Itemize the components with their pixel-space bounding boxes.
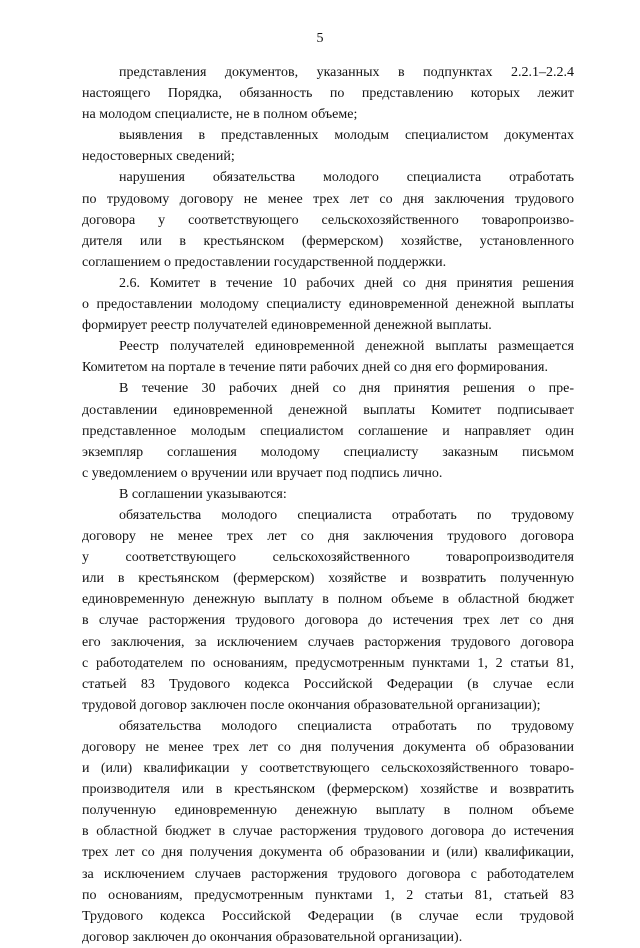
text-line: обязательства молодого специалиста отработать по трудовому: [119, 507, 574, 523]
text-line: экземпляр соглашения молодому специалисту заказным письмом: [82, 444, 574, 460]
text-line: за исключением случаев расторжения трудового договора с работодателем: [82, 866, 574, 882]
text-line: на молодом специалисте, не в полном объеме;: [82, 107, 358, 123]
text-line: его заключения, за исключением случаев расторжения трудового договора: [82, 634, 574, 650]
text-line: договора у соответствующего сельскохозяйственного товаропроизво-: [82, 212, 574, 228]
text-line: в случае расторжения трудового договора до истечения трех лет со дня: [82, 613, 574, 629]
text-line: и (или) квалификации у соответствующего сельскохозяйственного товаро-: [82, 761, 574, 777]
text-line: нарушения обязательства молодого специалиста отработать: [119, 170, 574, 186]
text-line: производителя или в крестьянском (фермерском) хозяйстве и возвратить: [82, 782, 574, 798]
text-line: трех лет со дня получения документа об образовании и (или) квалификации,: [82, 845, 574, 861]
text-line: Реестр получателей единовременной денежной выплаты размещается: [119, 339, 574, 355]
text-line: статьей 83 Трудового кодекса Российской Федерации (в случае если: [82, 676, 574, 692]
text-line: выявления в представленных молодым специалистом документах: [119, 128, 574, 144]
text-line: доставлении единовременной денежной выплаты Комитет подписывает: [82, 402, 574, 418]
text-line: по трудовому договору не менее трех лет со дня заключения трудового: [82, 191, 574, 207]
text-line: Трудового кодекса Российской Федерации (в случае если трудовой: [82, 908, 574, 924]
text-line: 2.6. Комитет в течение 10 рабочих дней со дня принятия решения: [119, 275, 574, 291]
text-line: настоящего Порядка, обязанность по представлению которых лежит: [82, 86, 574, 102]
text-line: с уведомлением о вручении или вручает под подпись лично.: [82, 465, 443, 481]
text-line: представления документов, указанных в подпунктах 2.2.1–2.2.4: [119, 65, 574, 80]
text-line: в областной бюджет в случае расторжения трудового договора до истечения: [82, 824, 574, 840]
text-line: В соглашении указываются:: [119, 486, 287, 502]
text-line: единовременную денежную выплату в полном объеме в областной бюджет: [82, 592, 574, 608]
text-line: трудовой договор заключен после окончания образовательной организации);: [82, 697, 541, 713]
text-line: договору не менее трех лет со дня получения документа об образовании: [82, 740, 574, 755]
text-line: договору не менее трех лет со дня заключения трудового договора: [82, 529, 574, 545]
text-line: Комитетом на портале в течение пяти рабочих дней со дня его формирования.: [82, 360, 548, 376]
text-line: у соответствующего сельскохозяйственного товаропроизводителя: [82, 550, 574, 566]
text-line: или в крестьянском (фермерском) хозяйстве и возвратить полученную: [82, 571, 574, 587]
body-text: [82, 62, 574, 948]
text-line: представленное молодым специалистом соглашение и направляет один: [82, 423, 574, 439]
text-line: В течение 30 рабочих дней со дня принятия решения о пре-: [119, 381, 574, 397]
text-line: соглашением о предоставлении государственной поддержки.: [82, 254, 447, 270]
text-line: обязательства молодого специалиста отработать по трудовому: [119, 718, 574, 734]
text-line: полученную единовременную денежную выплату в полном объеме: [82, 803, 574, 819]
text-line: по основаниям, предусмотренным пунктами 1, 2 статьи 81, статьей 83: [82, 887, 574, 903]
text-line: формирует реестр получателей единовременной денежной выплаты.: [82, 318, 492, 334]
text-line: с работодателем по основаниям, предусмотренным пунктами 1, 2 статьи 81,: [82, 655, 574, 671]
text-line: договор заключен до окончания образовательной организации).: [82, 929, 463, 945]
text-line: о предоставлении молодому специалисту единовременной денежной выплаты: [82, 297, 574, 313]
page-number: 5: [316, 31, 324, 46]
text-line: недостоверных сведений;: [82, 149, 235, 165]
text-line: дителя или в крестьянском (фермерском) хозяйстве, установленного: [82, 233, 574, 249]
